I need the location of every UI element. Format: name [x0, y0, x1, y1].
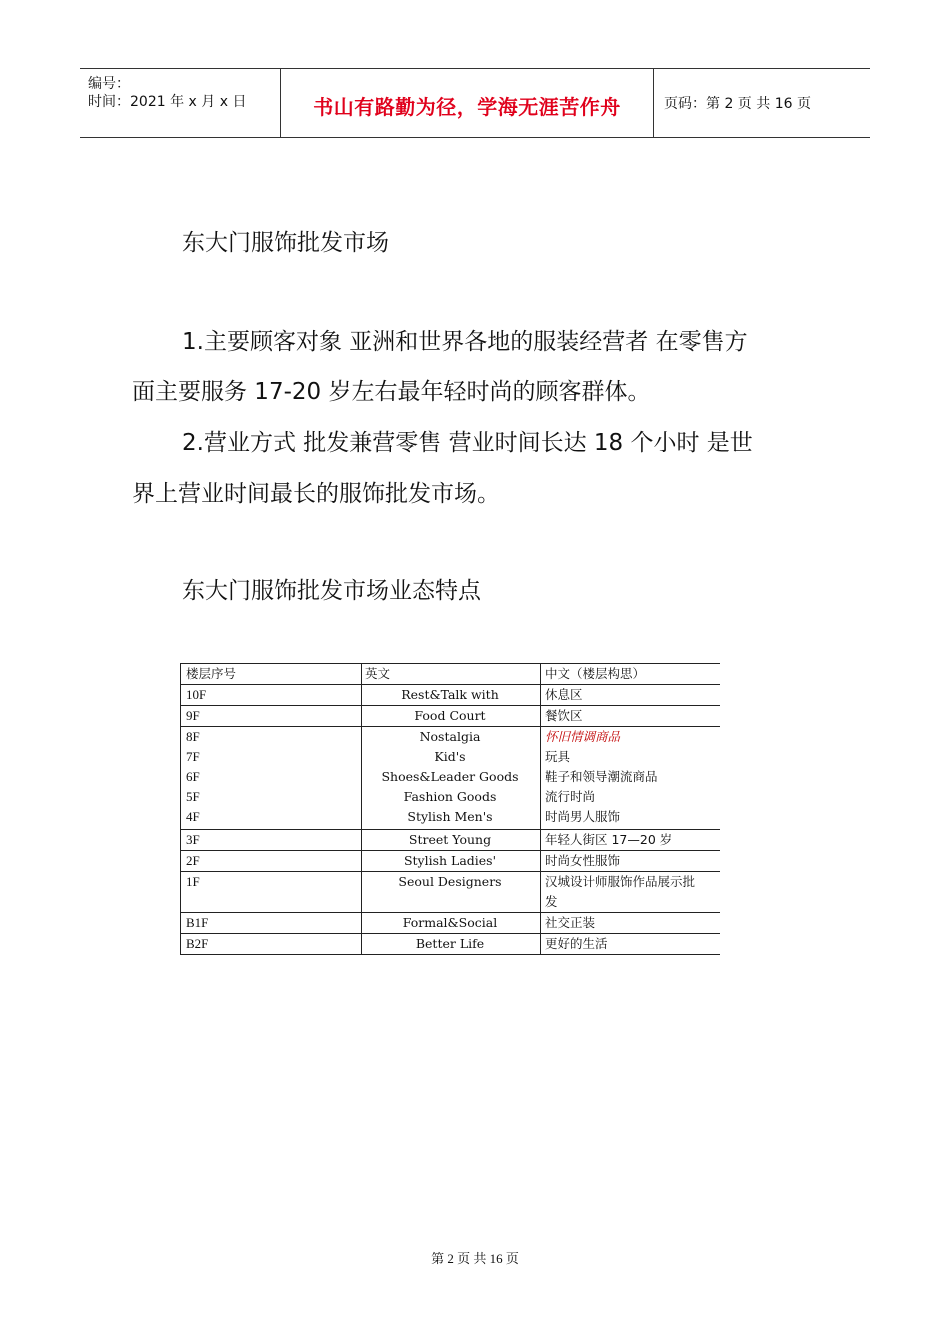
- header-chinese: 中文（楼层构思）: [545, 666, 646, 681]
- english-cell: Rest&Talk with: [401, 687, 499, 702]
- english-cell: Food Court: [414, 708, 486, 723]
- chinese-cell: 时尚女性服饰: [545, 853, 621, 868]
- page-footer: 第 2 页 共 16 页: [431, 1251, 519, 1266]
- english-cell: Shoes&Leader Goods: [381, 769, 519, 784]
- floor-table: [180, 663, 720, 955]
- header-meta-cell: [80, 69, 281, 137]
- floor-cell: 6F: [186, 769, 200, 784]
- header-page-info: 页码：第 2 页 共 16 页: [664, 96, 811, 112]
- chinese-cell: 休息区: [545, 687, 583, 702]
- table-row: [180, 850, 720, 871]
- header-motto: 书山有路勤为径，学海无涯苦作舟: [313, 95, 621, 119]
- floor-cell: B2F: [186, 936, 209, 951]
- floor-cell: 1F: [186, 874, 200, 889]
- floor-cell: 10F: [186, 687, 207, 702]
- paragraph-2-line-1: 2.营业方式 批发兼营零售 营业时间长达 18 个小时 是世: [182, 430, 753, 456]
- table-row: [180, 912, 720, 933]
- floor-cell: 5F: [186, 789, 200, 804]
- table-row: [180, 933, 720, 955]
- floor-cell: 2F: [186, 853, 200, 868]
- time-label: 时间：2021 年 x 月 x 日: [88, 94, 247, 110]
- table-heading: 东大门服饰批发市场业态特点: [182, 578, 481, 604]
- english-cell: Seoul Designers: [398, 874, 502, 889]
- table-row: [180, 829, 720, 850]
- paragraph-1-line-1: 1.主要顾客对象 亚洲和世界各地的服装经营者 在零售方: [182, 329, 748, 355]
- paragraph-2-line-2: 界上营业时间最长的服饰批发市场。: [132, 481, 500, 507]
- chinese-cell: 鞋子和领导潮流商品: [545, 769, 658, 784]
- chinese-cell: 社交正装: [545, 915, 596, 930]
- english-cell: Street Young: [408, 832, 492, 847]
- english-cell: Nostalgia: [419, 729, 481, 744]
- serial-label: 编号：: [88, 76, 130, 92]
- english-cell: Fashion Goods: [403, 789, 497, 804]
- floor-cell: B1F: [186, 915, 209, 930]
- header-motto-cell: [281, 69, 654, 137]
- chinese-cell: 玩具: [545, 749, 571, 764]
- chinese-cell: 更好的生活: [545, 936, 608, 951]
- english-cell: Formal&Social: [402, 915, 498, 930]
- chinese-cell: 流行时尚: [545, 789, 596, 804]
- page-header: [80, 68, 870, 138]
- table-header-row: [180, 663, 720, 684]
- table-row: [180, 871, 720, 912]
- floor-cell: 9F: [186, 708, 200, 723]
- chinese-cell: 年轻人街区 17—20 岁: [545, 832, 673, 847]
- chinese-cell: 怀旧情调商品: [545, 729, 621, 744]
- section-heading: 东大门服饰批发市场: [182, 230, 389, 256]
- floor-cell: 7F: [186, 749, 200, 764]
- header-floor: 楼层序号: [186, 666, 237, 681]
- paragraph-1-line-2: 面主要服务 17-20 岁左右最年轻时尚的顾客群体。: [132, 379, 651, 405]
- header-page-cell: [654, 69, 870, 137]
- english-cell: Better Life: [415, 936, 485, 951]
- chinese-cell: 汉城设计师服饰作品展示批: [545, 874, 696, 889]
- chinese-cell-continued: 发: [545, 894, 558, 909]
- english-cell: Stylish Men's: [407, 809, 493, 824]
- chinese-cell: 时尚男人服饰: [545, 809, 621, 824]
- english-cell: Kid's: [434, 749, 466, 764]
- table-row-group: [180, 726, 720, 829]
- english-cell: Stylish Ladies': [403, 853, 497, 868]
- floor-cell: 4F: [186, 809, 200, 824]
- chinese-cell: 餐饮区: [545, 708, 583, 723]
- header-english: 英文: [365, 666, 391, 681]
- table-row: [180, 684, 720, 705]
- table-row: [180, 705, 720, 726]
- floor-cell: 3F: [186, 832, 200, 847]
- floor-cell: 8F: [186, 729, 200, 744]
